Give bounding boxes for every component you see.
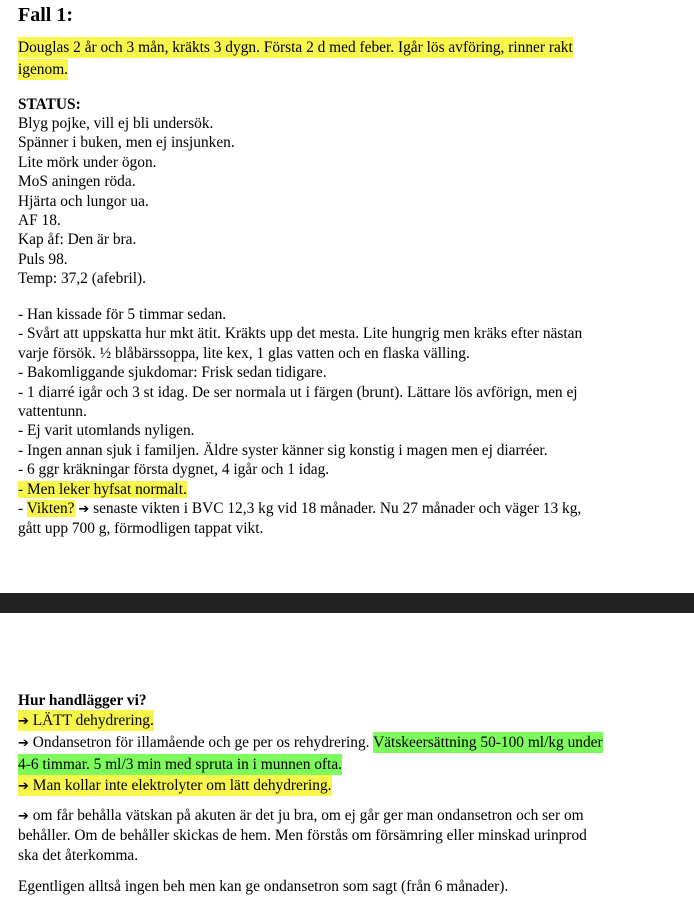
management-item-2: ➔ Ondansetron för illamående och ge per os rehydrering. Vätskeersättning 50-100 ml/kg under (18, 734, 603, 751)
conclusion-line: Egentligen alltså ingen beh men kan ge ondansetron som sagt (från 6 månader). (18, 878, 509, 895)
rehydration-highlight-1: Vätskeersättning 50-100 ml/kg under (373, 734, 603, 751)
status-line: Blyg pojke, vill ej bli undersök. (18, 115, 214, 132)
status-line: Hjärta och lungor ua. (18, 192, 149, 210)
status-heading: STATUS: (18, 96, 81, 113)
status-list (18, 114, 678, 289)
arrow-icon: ➔ (78, 502, 90, 518)
history-line: varje försök. ½ blåbärssoppa, lite kex, 1 glas vatten och en flaska välling. (18, 344, 470, 362)
rehydration-highlight-2: 4-6 timmar. 5 ml/3 min med spruta in i munnen ofta. (18, 756, 343, 773)
status-line: Lite mörk under ögon. (18, 153, 157, 171)
management-item-1: ➔ LÄTT dehydrering. (18, 712, 154, 729)
arrow-icon: ➔ (18, 736, 29, 751)
status-line: Kap åf: Den är bra. (18, 231, 137, 249)
management-list (18, 710, 678, 797)
history-line: - Ingen annan sjuk i familjen. Äldre syster känner sig konstig i magen men ej diarréer. (18, 441, 548, 459)
page-divider (0, 593, 694, 613)
history-line: - Ej varit utomlands nyligen. (18, 422, 195, 440)
followup-paragraph: ➔ om får behålla vätskan på akuten är det ju bra, om ej går ger man ondansetron och ser om behåller. Om de behåller skickas de hem. Men förstås om försämring eller minskad urinprod ska det återkomma. (18, 807, 587, 864)
history-line: - 1 diarré igår och 3 st idag. De ser normala ut i färgen (brunt). Lättare lös avförign, men ej (18, 383, 578, 401)
weight-question: Vikten? (26, 500, 75, 518)
status-line: Temp: 37,2 (afebril). (18, 270, 146, 288)
history-line: - Bakomliggande sjukdomar: Frisk sedan tidigare. (18, 364, 327, 382)
case-title: Fall 1: (18, 4, 73, 26)
management-item-3: ➔ Man kollar inte elektrolyter om lätt dehydrering. (18, 777, 332, 794)
history-line: - Svårt att uppskatta hur mkt ätit. Kräkts upp det mesta. Lite hungrig men kräks efter nästan (18, 325, 583, 343)
weight-line-2: gått upp 700 g, förmodligen tappat vikt. (18, 520, 264, 538)
history-line: - 6 ggr kräkningar första dygnet, 4 igår och 1 idag. (18, 461, 330, 479)
weight-line: - Vikten? ➔ senaste vikten i BVC 12,3 kg vid 18 månader. Nu 27 månader och väger 13 kg, (18, 500, 582, 518)
arrow-icon: ➔ (18, 809, 29, 824)
arrow-icon: ➔ (18, 779, 29, 794)
management-heading: Hur handlägger vi? (18, 692, 147, 709)
intro-highlight-line-1: Douglas 2 år och 3 mån, kräkts 3 dygn. Första 2 d med feber. Igår lös avföring, rinner rakt (18, 39, 573, 56)
management-item-2-cont (18, 754, 678, 775)
arrow-icon: ➔ (18, 714, 29, 729)
document-page-2 (0, 613, 694, 901)
status-line: Puls 98. (18, 250, 68, 268)
status-line: Spänner i buken, men ej insjunken. (18, 134, 235, 152)
history-line: vattentunn. (18, 403, 87, 421)
status-line: AF 18. (18, 212, 61, 230)
case-intro (18, 37, 678, 81)
history-list (18, 305, 678, 539)
history-line: - Han kissade för 5 timmar sedan. (18, 306, 227, 323)
history-line-highlighted: - Men leker hyfsat normalt. (18, 480, 187, 498)
status-line: MoS aningen röda. (18, 173, 136, 191)
intro-highlight-line-2: igenom. (18, 61, 69, 78)
